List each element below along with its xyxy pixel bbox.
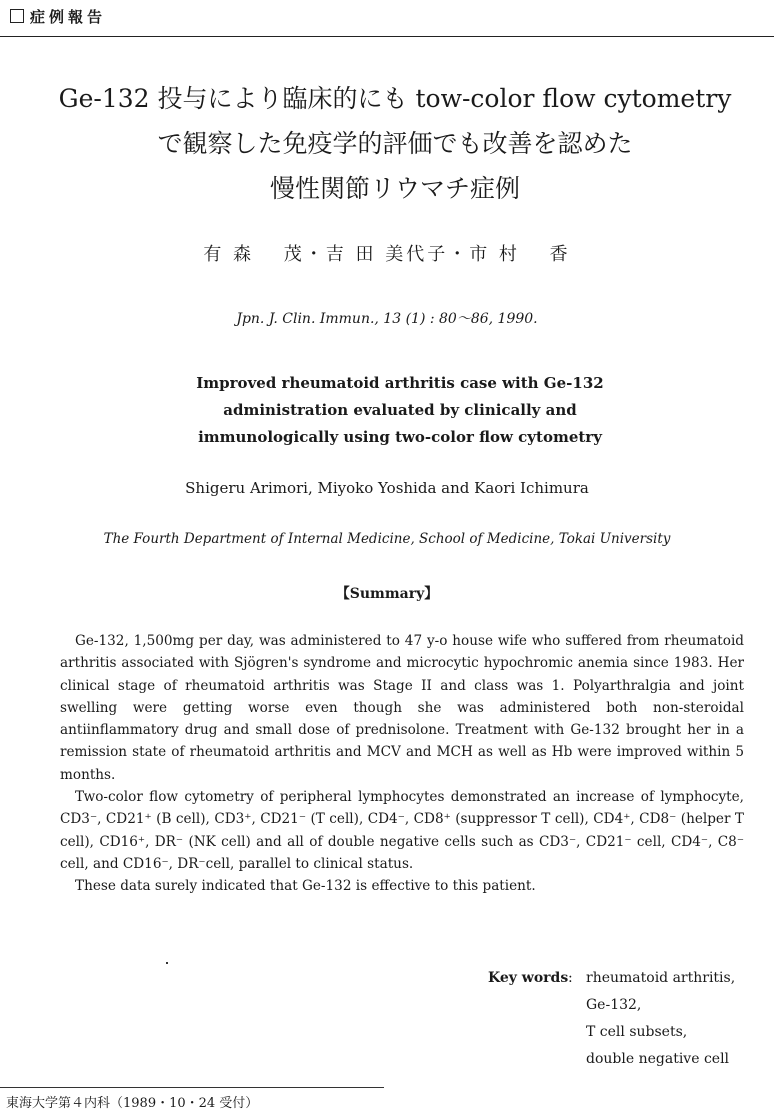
summary-heading: 【Summary】 [335, 586, 439, 602]
affiliation: The Fourth Department of Internal Medicine, School of Medicine, Tokai University [103, 531, 671, 547]
summary-paragraph: Two-color flow cytometry of peripheral lymphocytes demonstrated an increase of lymphocyte, CD3⁻, CD21⁺ (B cell), CD3⁺, CD21⁻ (T cell), CD4⁻, CD8⁺ (suppressor T cell), CD4⁺, CD8⁻ (helper T cell), CD16⁺, DR⁻ (NK cell) and all of double negative cells such as CD3⁻, CD21⁻ cell, CD4⁻, C8⁻ cell, and CD16⁻, DR⁻cell, parallel to clinical status. [60, 789, 744, 872]
journal-citation: Jpn. J. Clin. Immun., 13 (1) : 80〜86, 1990. [236, 311, 538, 327]
japanese-authors: 有 森 茂・吉 田 美代子・市 村 香 [203, 244, 571, 265]
summary-body [60, 630, 744, 898]
english-title-line: Improved rheumatoid arthritis case with Ge-132 [196, 374, 604, 392]
keywords-list [586, 965, 766, 1073]
english-title [100, 370, 700, 451]
keyword-item: Ge-132, [586, 997, 642, 1013]
japanese-title [40, 76, 750, 211]
keyword-item: double negative cell [586, 1051, 730, 1067]
english-title-line: administration evaluated by clinically and [223, 401, 577, 419]
keyword-item: T cell subsets, [586, 1024, 688, 1040]
footnote-divider [0, 1087, 384, 1088]
keywords-label: Key words [488, 970, 569, 986]
japanese-title-line: 慢性関節リウマチ症例 [269, 174, 520, 203]
summary-paragraph: These data surely indicated that Ge-132 is effective to this patient. [75, 878, 536, 895]
section-label-text: 症例報告 [30, 8, 107, 26]
english-authors: Shigeru Arimori, Miyoko Yoshida and Kaori Ichimura [185, 479, 589, 497]
japanese-title-line: で観察した免疫学的評価でも改善を認めた [157, 129, 633, 158]
keyword-item: rheumatoid arthritis, [586, 970, 736, 986]
section-label [10, 6, 106, 27]
summary-paragraph: Ge-132, 1,500mg per day, was administered to 47 y-o house wife who suffered from rheumatoid arthritis associated with Sjögren's syndrome and microcytic hypochromic anemia since 1983. Her clinical stage of rheumatoid arthritis was Stage II and class was 1. Polyarthralgia and joint swelling were getting worse even though she was administered both non-steroidal antiinflammatory drug and small dose of prednisolone. Treatment with Ge-132 brought her in a remission state of rheumatoid arthritis and MCV and MCH as well as Hb were improved within 5 months. [60, 633, 744, 783]
keywords-colon: : [568, 970, 573, 986]
japanese-title-line: Ge-132 投与により臨床的にも tow-color flow cytometry [58, 84, 732, 113]
section-header [0, 0, 774, 37]
square-bullet-icon [10, 9, 24, 23]
stray-ink-dot [166, 962, 168, 964]
received-footnote: 東海大学第４内科（1989・10・24 受付） [6, 1096, 259, 1111]
english-title-line: immunologically using two-color flow cytometry [198, 428, 602, 446]
